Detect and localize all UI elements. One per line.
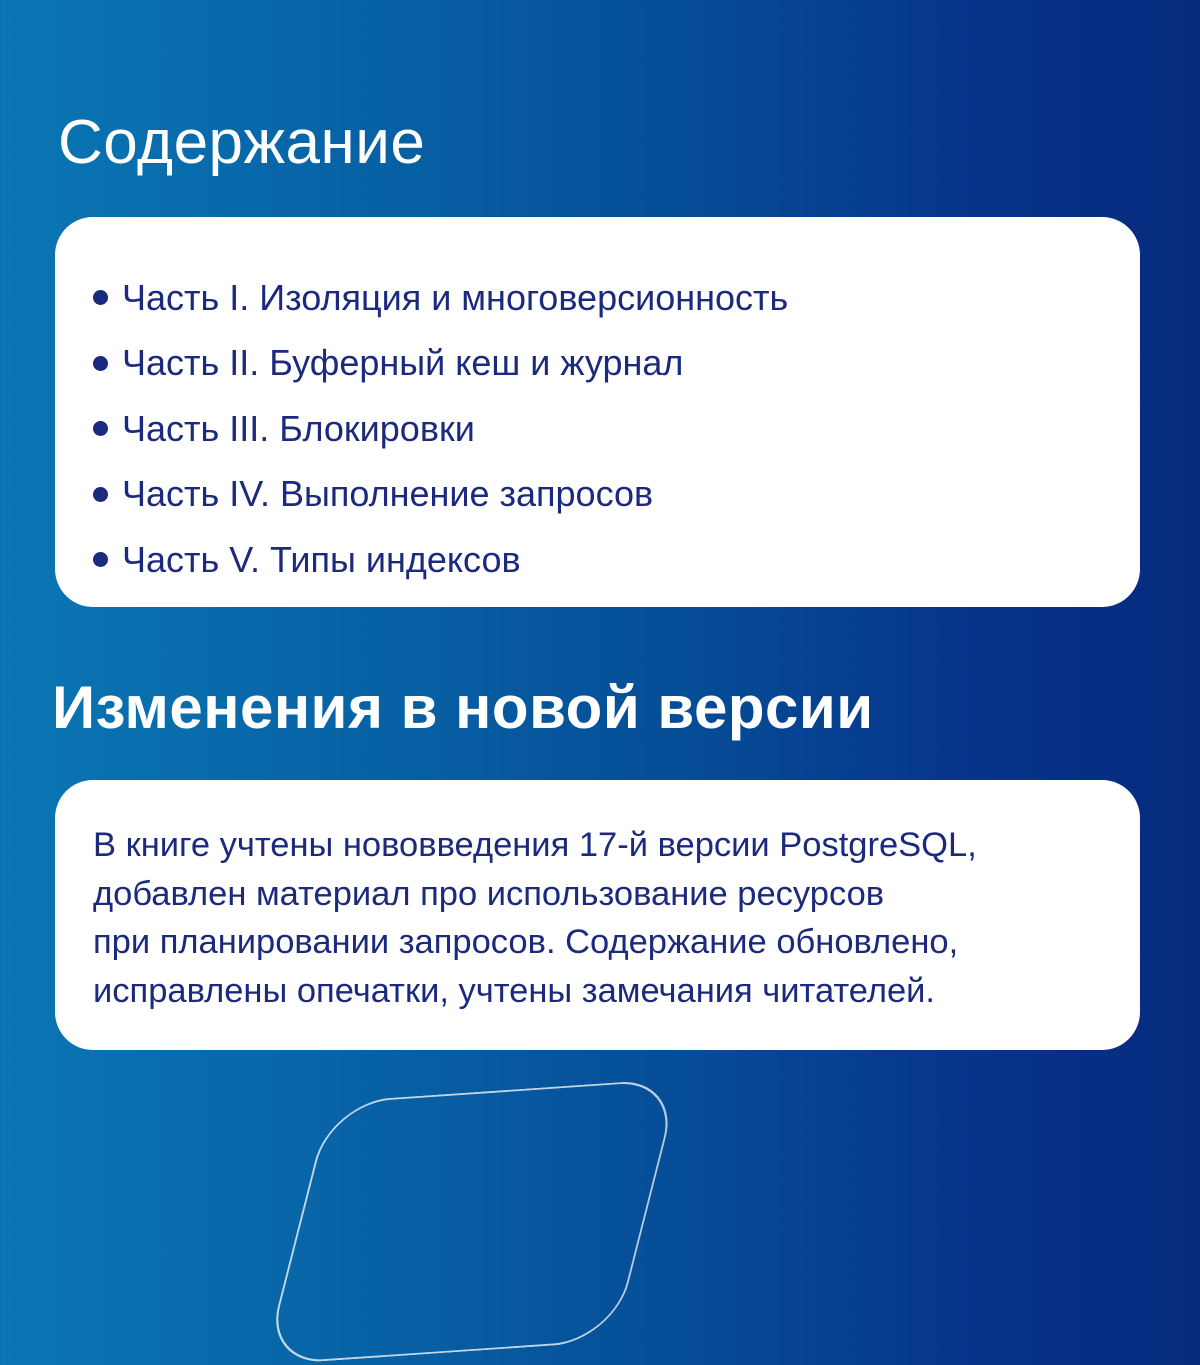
changes-card	[55, 780, 1140, 1050]
changes-title: Изменения в новой версии	[52, 674, 874, 741]
changes-description	[93, 821, 1120, 1015]
changes-line-1: В книге учтены нововведения 17-й версии PostgreSQL,	[93, 826, 977, 864]
toc-item-part-5	[93, 527, 1140, 593]
toc-item-label: Часть I. Изоляция и многоверсионность	[122, 276, 789, 318]
toc-list	[93, 265, 1140, 593]
bullet-dot-icon	[93, 356, 108, 371]
toc-item-label: Часть V. Типы индексов	[122, 538, 521, 580]
toc-item-part-4	[93, 462, 1140, 528]
toc-item-label: Часть III. Блокировки	[122, 407, 475, 449]
changes-line-3: при планировании запросов. Содержание обновлено,	[93, 923, 959, 961]
contents-title: Содержание	[58, 108, 426, 177]
bullet-dot-icon	[93, 290, 108, 305]
changes-line-2: добавлен материал про использование ресурсов	[93, 874, 885, 913]
toc-item-label: Часть II. Буферный кеш и журнал	[122, 342, 684, 384]
toc-item-part-1	[93, 265, 1140, 331]
contents-card	[55, 217, 1140, 607]
bullet-dot-icon	[93, 487, 108, 502]
decorative-frame-outline	[263, 1078, 681, 1365]
toc-item-part-3	[93, 396, 1140, 462]
bullet-dot-icon	[93, 552, 108, 567]
bullet-dot-icon	[93, 421, 108, 436]
toc-item-part-2	[93, 331, 1140, 397]
changes-line-4: исправлены опечатки, учтены замечания читателей.	[93, 971, 936, 1010]
toc-item-label: Часть IV. Выполнение запросов	[122, 473, 654, 515]
